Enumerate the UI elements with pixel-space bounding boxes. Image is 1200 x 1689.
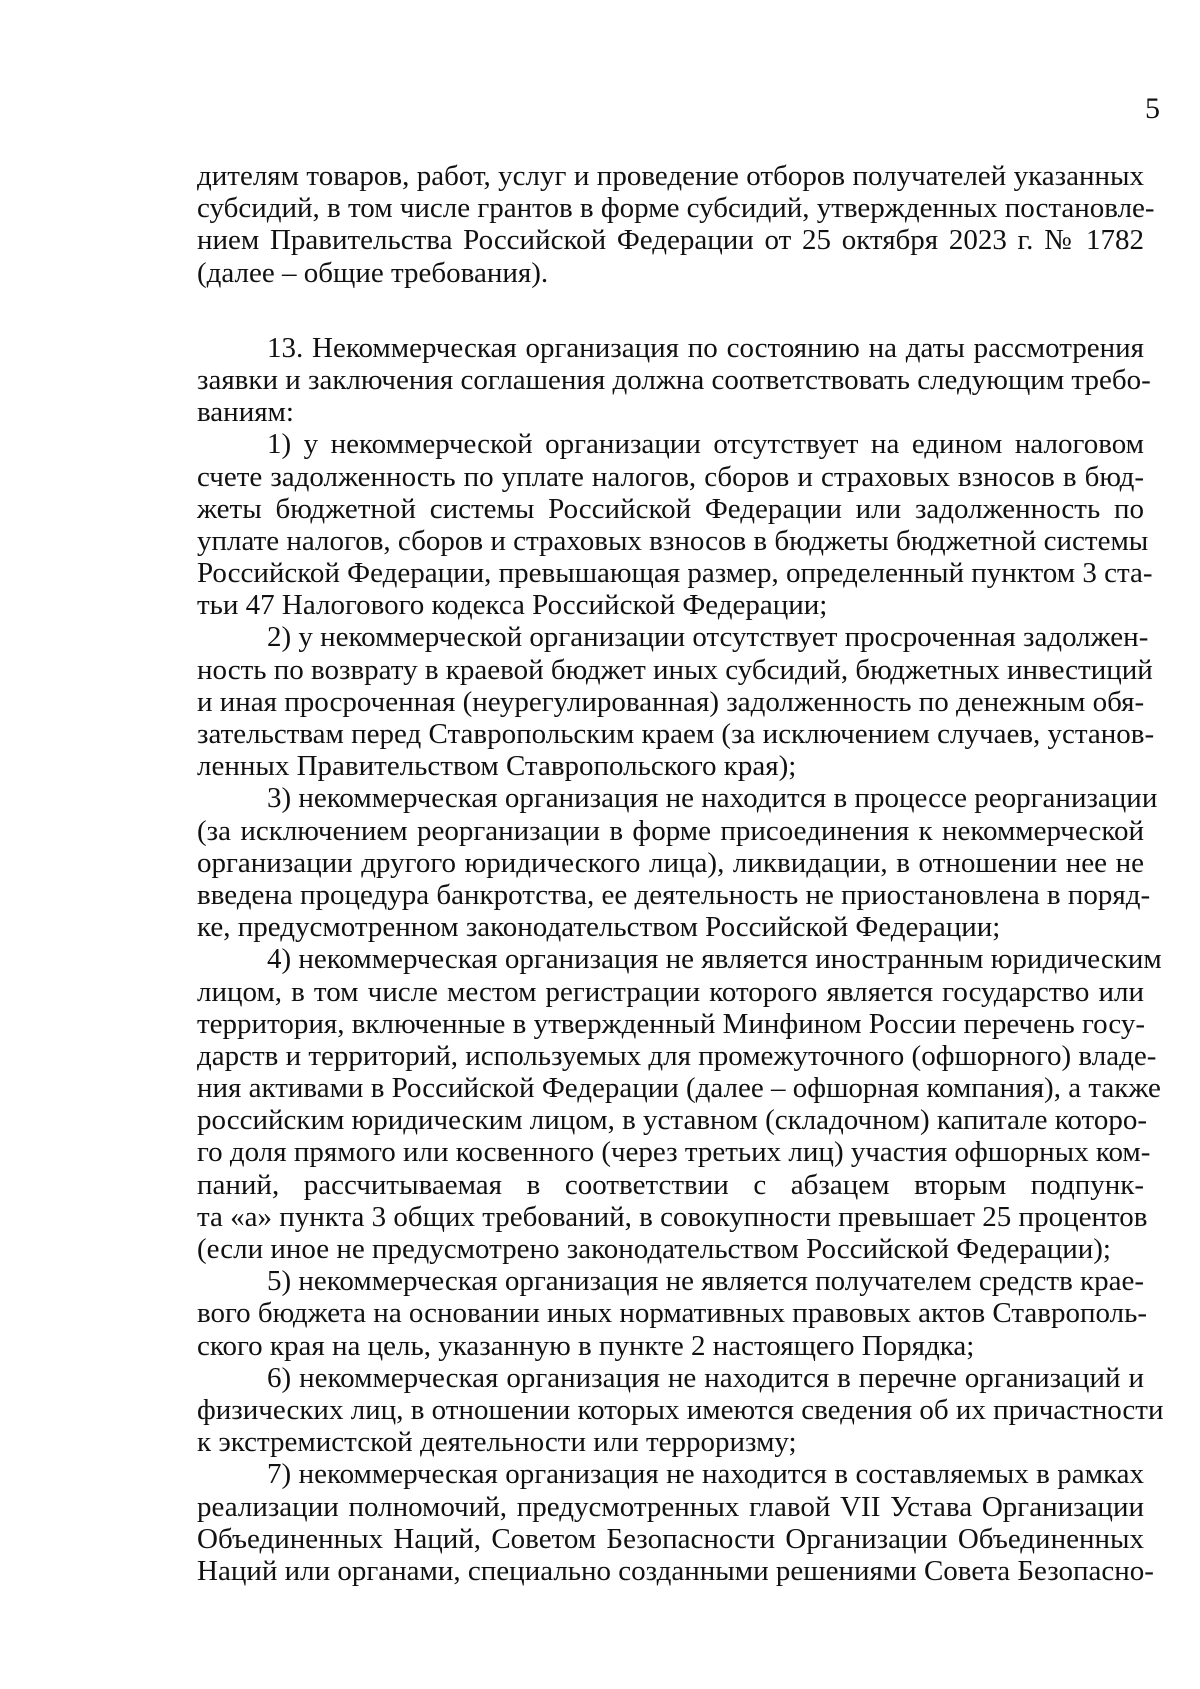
text-line: 1) у некоммерческой организации отсутствует на едином налоговом: [267, 428, 1144, 461]
text-line: вого бюджета на основании иных нормативных правовых актов Ставрополь-: [197, 1297, 1147, 1330]
text-line: 2) у некоммерческой организации отсутствует просроченная задолжен-: [267, 621, 1149, 654]
text-line: уплате налогов, сборов и страховых взносов в бюджеты бюджетной системы: [197, 524, 1149, 557]
text-line: 6) некоммерческая организация не находится в перечне организаций и: [267, 1361, 1144, 1394]
text-line: ского края на цель, указанную в пункте 2 настоящего Порядка;: [197, 1329, 975, 1362]
text-line: счете задолженность по уплате налогов, сборов и страховых взносов в бюд-: [197, 460, 1144, 493]
paragraph-gap: [197, 289, 1144, 332]
text-line: субсидий, в том числе грантов в форме субсидий, утвержденных постановле-: [197, 192, 1155, 225]
text-line: к экстремистской деятельности или терроризму;: [197, 1426, 797, 1459]
paragraph: [197, 160, 1155, 289]
text-line: го доля прямого или косвенного (через третьих лиц) участия офшорных ком-: [197, 1136, 1151, 1169]
text-line: 3) некоммерческая организация не находится в процессе реорганизации: [267, 782, 1158, 815]
text-line: 5) некоммерческая организация не является получателем средств крае-: [267, 1265, 1144, 1298]
paragraph: [197, 331, 1151, 429]
text-line: 7) некоммерческая организация не находится в составляемых в рамках: [267, 1458, 1144, 1491]
text-line: 4) некоммерческая организация не является иностранным юридическим: [267, 943, 1162, 976]
text-line: жеты бюджетной системы Российской Федерации или задолженность по: [197, 492, 1144, 525]
text-line: заявки и заключения соглашения должна соответствовать следующим требо-: [197, 363, 1151, 396]
document-body: [197, 160, 1164, 1587]
text-line: российским юридическим лицом, в уставном (складочном) капитале которо-: [197, 1104, 1147, 1137]
text-line: зательствам перед Ставропольским краем (за исключением случаев, установ-: [197, 718, 1155, 750]
text-line: и иная просроченная (неурегулированная) задолженность по денежным обя-: [197, 685, 1145, 718]
paragraph: [197, 782, 1158, 944]
text-line: лицом, в том числе местом регистрации которого является государство или: [197, 975, 1144, 1008]
text-line: ке, предусмотренном законодательством Российской Федерации;: [197, 911, 1001, 944]
text-line: нием Правительства Российской Федерации от 25 октября 2023 г. № 1782: [197, 224, 1144, 257]
text-line: ния активами в Российской Федерации (далее – офшорная компания), а также: [197, 1072, 1161, 1105]
text-line: реализации полномочий, предусмотренных главой VII Устава Организации: [197, 1490, 1144, 1523]
text-line: Наций или органами, специально созданными решениями Совета Безопасно-: [197, 1554, 1154, 1587]
text-line: физических лиц, в отношении которых имеются сведения об их причастности: [197, 1393, 1164, 1426]
text-line: территория, включенные в утвержденный Минфином России перечень госу-: [197, 1007, 1145, 1040]
text-line: (далее – общие требования).: [197, 256, 549, 289]
text-line: та «а» пункта 3 общих требований, в совокупности превышает 25 процентов: [197, 1200, 1148, 1233]
text-line: ность по возврату в краевой бюджет иных субсидий, бюджетных инвестиций: [197, 653, 1153, 686]
text-line: организации другого юридического лица), ликвидации, в отношении нее не: [197, 846, 1144, 879]
text-line: 13. Некоммерческая организация по состоянию на даты рассмотрения: [267, 331, 1144, 364]
text-line: дителям товаров, работ, услуг и проведение отборов получателей указанных: [197, 160, 1144, 192]
text-line: Объединенных Наций, Советом Безопасности Организации Объединенных: [197, 1522, 1144, 1555]
text-line: ленных Правительством Ставропольского края);: [197, 750, 797, 783]
text-line: ваниям:: [197, 396, 294, 429]
text-line: тьи 47 Налогового кодекса Российской Федерации;: [197, 589, 828, 622]
text-line: (если иное не предусмотрено законодательством Российской Федерации);: [197, 1233, 1111, 1265]
paragraph: [197, 1361, 1164, 1459]
paragraph: [197, 1265, 1147, 1362]
paragraph: [197, 1458, 1154, 1587]
text-line: (за исключением реорганизации в форме присоединения к некоммерческой: [197, 814, 1144, 847]
page-number: 5: [1145, 92, 1160, 125]
text-line: Российской Федерации, превышающая размер, определенный пунктом 3 ста-: [197, 557, 1153, 590]
text-line: введена процедура банкротства, ее деятельность не приостановлена в поряд-: [197, 878, 1151, 911]
paragraph: [197, 428, 1153, 622]
paragraph: [197, 621, 1155, 783]
text-line: дарств и территорий, используемых для промежуточного (офшорного) владе-: [197, 1039, 1157, 1072]
paragraph: [197, 943, 1162, 1265]
text-line: паний, рассчитываемая в соответствии с абзацем вторым подпунк-: [197, 1168, 1144, 1201]
